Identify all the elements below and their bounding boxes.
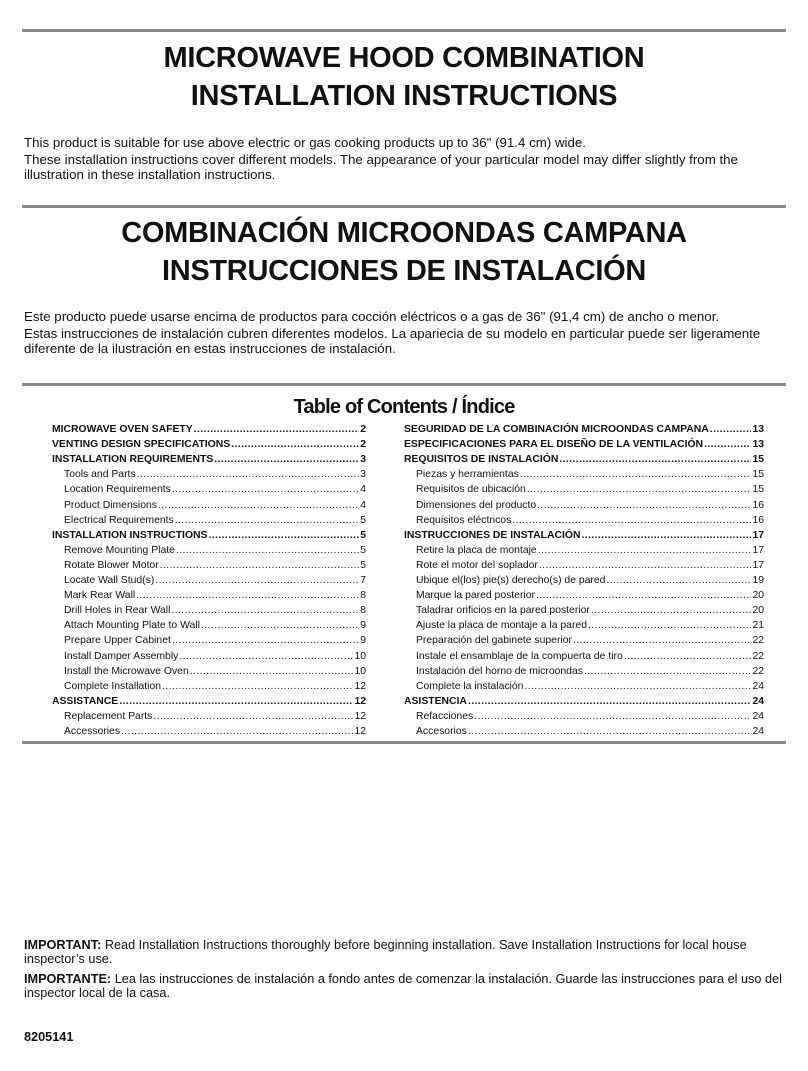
english-intro-line2: These installation instructions cover different models. The appearance of your particular model may differ slightly from the illustration in these installation instructions. [24, 152, 738, 182]
toc-entry[interactable] [52, 452, 366, 467]
toc-leader-dots [573, 634, 751, 648]
toc-entry-page: 15 [752, 454, 764, 466]
toc-entry-page: 2 [360, 424, 366, 436]
toc-entry-page: 15 [752, 484, 764, 496]
toc-entry-page: 10 [354, 665, 366, 677]
spanish-title-line1: COMBINACIÓN MICROONDAS CAMPANA [121, 217, 687, 249]
toc-leader-dots [524, 680, 751, 694]
english-title-line2: INSTALLATION INSTRUCTIONS [190, 80, 618, 112]
toc-leader-dots [704, 438, 751, 452]
toc-leader-dots [179, 650, 353, 664]
toc-entry-label: ASISTENCIA [404, 695, 467, 707]
toc-entry-label: Install Damper Assembly [64, 650, 179, 662]
toc-entry-page: 4 [360, 484, 366, 496]
toc-leader-dots [190, 665, 354, 679]
toc-entry-page: 20 [752, 605, 764, 617]
top-rule [22, 29, 786, 32]
toc-leader-dots [172, 634, 359, 648]
important-spanish [24, 972, 786, 1000]
english-title-line1: MICROWAVE HOOD COMBINATION [163, 42, 645, 74]
toc-entry-label: Taladrar orificios en la pared posterior [416, 605, 590, 617]
toc-entry-label: Tools and Parts [64, 469, 136, 481]
toc-entry[interactable] [52, 437, 366, 452]
toc-entry-page: 8 [360, 590, 366, 602]
toc-entry-label: Instale el ensamblaje de la compuerta de tiro [416, 650, 623, 662]
toc-entry-page: 24 [752, 725, 764, 737]
important-english-text: Read Installation Instructions thoroughly before beginning installation. Save Installation Instructions for local house inspector’s use. [24, 938, 747, 966]
toc-leader-dots [153, 710, 353, 724]
toc-leader-dots [162, 680, 353, 694]
toc-entry[interactable] [52, 603, 366, 618]
important-spanish-label: IMPORTANTE: [24, 972, 112, 986]
toc-leader-dots [536, 589, 751, 603]
toc-entry-label: Dimensiones del producto [416, 499, 537, 511]
toc-entry-page: 22 [752, 650, 764, 662]
toc-entry-page: 17 [752, 559, 764, 571]
toc-entry-page: 12 [354, 695, 366, 707]
spanish-intro-line1: Este producto puede usarse encima de productos para cocción eléctricos o a gas de 36" (91,4 cm) de ancho o menor. [24, 309, 720, 324]
toc-entry-page: 21 [752, 620, 764, 632]
toc-entry-page: 20 [752, 590, 764, 602]
toc-entry-label: Ubique el(los) pie(s) derecho(s) de pared [416, 575, 606, 587]
toc-entry-page: 24 [752, 680, 764, 692]
toc-leader-dots [591, 604, 752, 618]
toc-leader-dots [527, 483, 752, 497]
toc-entry-page: 9 [360, 635, 366, 647]
toc-entry-page: 24 [752, 710, 764, 722]
toc-entry[interactable] [404, 528, 764, 543]
toc-leader-dots [606, 574, 751, 588]
toc-entry[interactable] [404, 497, 764, 512]
toc-entry[interactable] [404, 603, 764, 618]
toc-entry-page: 3 [360, 454, 366, 466]
toc-leader-dots [158, 499, 359, 513]
toc-entry-page: 8 [360, 605, 366, 617]
toc-entry[interactable] [52, 528, 366, 543]
part-number: 8205141 [24, 1030, 74, 1044]
toc-entry-label: Mark Rear Wall [64, 590, 136, 602]
toc-entry-page: 16 [752, 499, 764, 511]
toc-entry[interactable] [52, 513, 366, 528]
toc-leader-dots [468, 725, 752, 739]
toc-entry[interactable] [404, 679, 764, 694]
toc-leader-dots [214, 453, 359, 467]
toc-leader-dots [231, 438, 359, 452]
toc-entry-label: REQUISITOS DE INSTALACIÓN [404, 454, 559, 466]
spanish-title [22, 214, 786, 290]
toc-entry[interactable] [52, 724, 366, 739]
toc-entry-label: ASSISTANCE [52, 695, 119, 707]
toc-entry-page: 12 [354, 710, 366, 722]
toc-leader-dots [160, 559, 360, 573]
toc-entry-page: 10 [354, 650, 366, 662]
toc-entry[interactable] [404, 543, 764, 558]
toc-entry-label: Remove Mounting Plate [64, 544, 175, 556]
toc-entry[interactable] [52, 664, 366, 679]
toc-entry-page: 2 [360, 439, 366, 451]
toc-entry[interactable] [404, 709, 764, 724]
spanish-title-line2: INSTRUCCIONES DE INSTALACIÓN [161, 255, 647, 287]
toc-bottom-rule [22, 741, 786, 744]
toc-leader-dots [468, 695, 752, 709]
toc-spanish-column [404, 422, 764, 739]
important-english-label: IMPORTANT: [24, 938, 102, 952]
toc-entry-page: 24 [752, 695, 764, 707]
toc-entry[interactable] [404, 467, 764, 482]
toc-leader-dots [581, 529, 751, 543]
toc-entry-page: 5 [360, 559, 366, 571]
toc-entry-label: Preparación del gabinete superior [416, 635, 572, 647]
toc-entry[interactable] [52, 422, 366, 437]
toc-entry-page: 19 [752, 575, 764, 587]
toc-leader-dots [474, 710, 751, 724]
toc-entry[interactable] [404, 558, 764, 573]
toc-leader-dots [710, 423, 752, 437]
toc-entry-page: 13 [752, 424, 764, 436]
toc-entry-label: MICROWAVE OVEN SAFETY [52, 424, 193, 436]
toc-entry[interactable] [404, 422, 764, 437]
toc-entry-label: INSTALLATION REQUIREMENTS [52, 454, 214, 466]
toc-entry-page: 7 [360, 575, 366, 587]
toc-entry-label: Rote el motor del soplador [416, 559, 538, 571]
toc-entry[interactable] [404, 452, 764, 467]
toc-entry-label: Requisitos de ubicación [416, 484, 526, 496]
toc-leader-dots [208, 529, 359, 543]
toc-entry-page: 17 [752, 529, 764, 541]
toc-entry[interactable] [52, 694, 366, 709]
english-intro-line1: This product is suitable for use above electric or gas cooking products up to 36" (91.4 cm) wide. [24, 135, 586, 150]
toc-entry-label: Prepare Upper Cabinet [64, 635, 171, 647]
toc-leader-dots [175, 514, 359, 528]
toc-entry-label: Drill Holes in Rear Wall [64, 605, 171, 617]
toc-entry[interactable] [52, 588, 366, 603]
toc-entry[interactable] [52, 618, 366, 633]
english-intro [24, 135, 784, 182]
toc-entry-label: INSTRUCCIONES DE INSTALACIÓN [404, 529, 581, 541]
english-title [22, 39, 786, 115]
toc-entry-page: 12 [354, 725, 366, 737]
toc-entry-page: 13 [752, 439, 764, 451]
toc-entry-label: Instalación del horno de microondas [416, 665, 583, 677]
toc-entry[interactable] [404, 664, 764, 679]
toc-entry-page: 5 [360, 544, 366, 556]
toc-entry-label: Refacciones [416, 710, 474, 722]
toc-leader-dots [201, 619, 359, 633]
toc-leader-dots [588, 619, 751, 633]
toc-leader-dots [520, 468, 752, 482]
toc-leader-dots [136, 589, 359, 603]
toc-leader-dots [624, 650, 752, 664]
spanish-intro [24, 309, 784, 356]
toc-entry[interactable] [52, 497, 366, 512]
toc-entry-label: Attach Mounting Plate to Wall [64, 620, 200, 632]
toc-entry-label: Ajuste la placa de montaje a la pared [416, 620, 587, 632]
toc-entry-label: Locate Wall Stud(s) [64, 575, 155, 587]
important-notes [24, 938, 786, 1006]
toc-leader-dots [584, 665, 752, 679]
toc-leader-dots [512, 514, 751, 528]
toc-entry-label: Complete la instalación [416, 680, 524, 692]
toc-entry-page: 22 [752, 665, 764, 677]
toc-entry[interactable] [52, 482, 366, 497]
toc-entry-label: INSTALLATION INSTRUCTIONS [52, 529, 208, 541]
toc-leader-dots [539, 559, 752, 573]
toc-entry-label: Location Requirements [64, 484, 171, 496]
toc-entry-label: Product Dimensions [64, 499, 157, 511]
toc-entry[interactable] [404, 648, 764, 663]
toc-entry-page: 12 [354, 680, 366, 692]
toc-leader-dots [172, 483, 359, 497]
toc-english-column [52, 422, 366, 739]
toc-title: Table of Contents / Índice [293, 396, 515, 418]
toc-leader-dots [121, 725, 353, 739]
toc-entry[interactable] [52, 558, 366, 573]
toc-entry[interactable] [52, 573, 366, 588]
toc-leader-dots [559, 453, 751, 467]
toc-entry[interactable] [404, 588, 764, 603]
toc-entry[interactable] [404, 437, 764, 452]
toc-entry-page: 4 [360, 499, 366, 511]
toc-entry-label: Piezas y herramientas [416, 469, 519, 481]
toc-entry[interactable] [404, 573, 764, 588]
toc-entry-label: Install the Microwave Oven [64, 665, 189, 677]
toc-entry[interactable] [52, 633, 366, 648]
toc-entry-page: 16 [752, 514, 764, 526]
middle-rule [22, 205, 786, 208]
toc-top-rule [22, 383, 786, 386]
toc-entry[interactable] [404, 513, 764, 528]
toc-entry-label: Electrical Requirements [64, 514, 174, 526]
toc-entry-label: Replacement Parts [64, 710, 153, 722]
toc-leader-dots [137, 468, 360, 482]
toc-entry-label: SEGURIDAD DE LA COMBINACIÓN MICROONDAS CAMPANA [404, 424, 709, 436]
toc-entry-label: VENTING DESIGN SPECIFICATIONS [52, 439, 231, 451]
toc-entry-label: Requisitos eléctricos [416, 514, 512, 526]
toc-leader-dots [194, 423, 360, 437]
toc-entry[interactable] [404, 618, 764, 633]
spanish-intro-line2: Estas instrucciones de instalación cubren diferentes modelos. La apariecia de su modelo en particular puede ser ligeramente diferente de la ilustración en estas instrucciones de instalación. [24, 326, 761, 356]
toc-entry-page: 9 [360, 620, 366, 632]
toc-entry[interactable] [52, 467, 366, 482]
toc-entry-page: 3 [360, 469, 366, 481]
toc-entry-label: Accessories [64, 725, 121, 737]
important-spanish-text: Lea las instrucciones de instalación a fondo antes de comenzar la instalación. Guarde las instrucciones para el uso del inspector local de la casa. [24, 972, 782, 1000]
toc-entry[interactable] [404, 694, 764, 709]
toc-leader-dots [176, 544, 359, 558]
toc-leader-dots [155, 574, 359, 588]
toc-entry[interactable] [52, 648, 366, 663]
toc-entry[interactable] [52, 543, 366, 558]
toc-leader-dots [171, 604, 359, 618]
toc-entry[interactable] [52, 709, 366, 724]
toc-entry[interactable] [404, 482, 764, 497]
toc-entry-label: Retire la placa de montaje [416, 544, 537, 556]
toc-entry-page: 15 [752, 469, 764, 481]
toc-entry-label: Accesorios [416, 725, 467, 737]
toc-entry-label: Rotate Blower Motor [64, 559, 159, 571]
toc-entry[interactable] [404, 724, 764, 739]
toc-leader-dots [119, 695, 353, 709]
toc-entry-label: Complete Installation [64, 680, 162, 692]
toc-entry-label: Marque la pared posterior [416, 590, 535, 602]
toc-entry-label: ESPECIFICACIONES PARA EL DISEÑO DE LA VENTILACIÓN [404, 439, 704, 451]
toc-entry-page: 22 [752, 635, 764, 647]
toc-leader-dots [537, 499, 751, 513]
toc-entry-page: 5 [360, 514, 366, 526]
toc-entry[interactable] [404, 633, 764, 648]
important-english [24, 938, 786, 966]
toc-leader-dots [538, 544, 752, 558]
toc-entry-page: 17 [752, 544, 764, 556]
toc-entry[interactable] [52, 679, 366, 694]
toc-entry-page: 5 [360, 529, 366, 541]
